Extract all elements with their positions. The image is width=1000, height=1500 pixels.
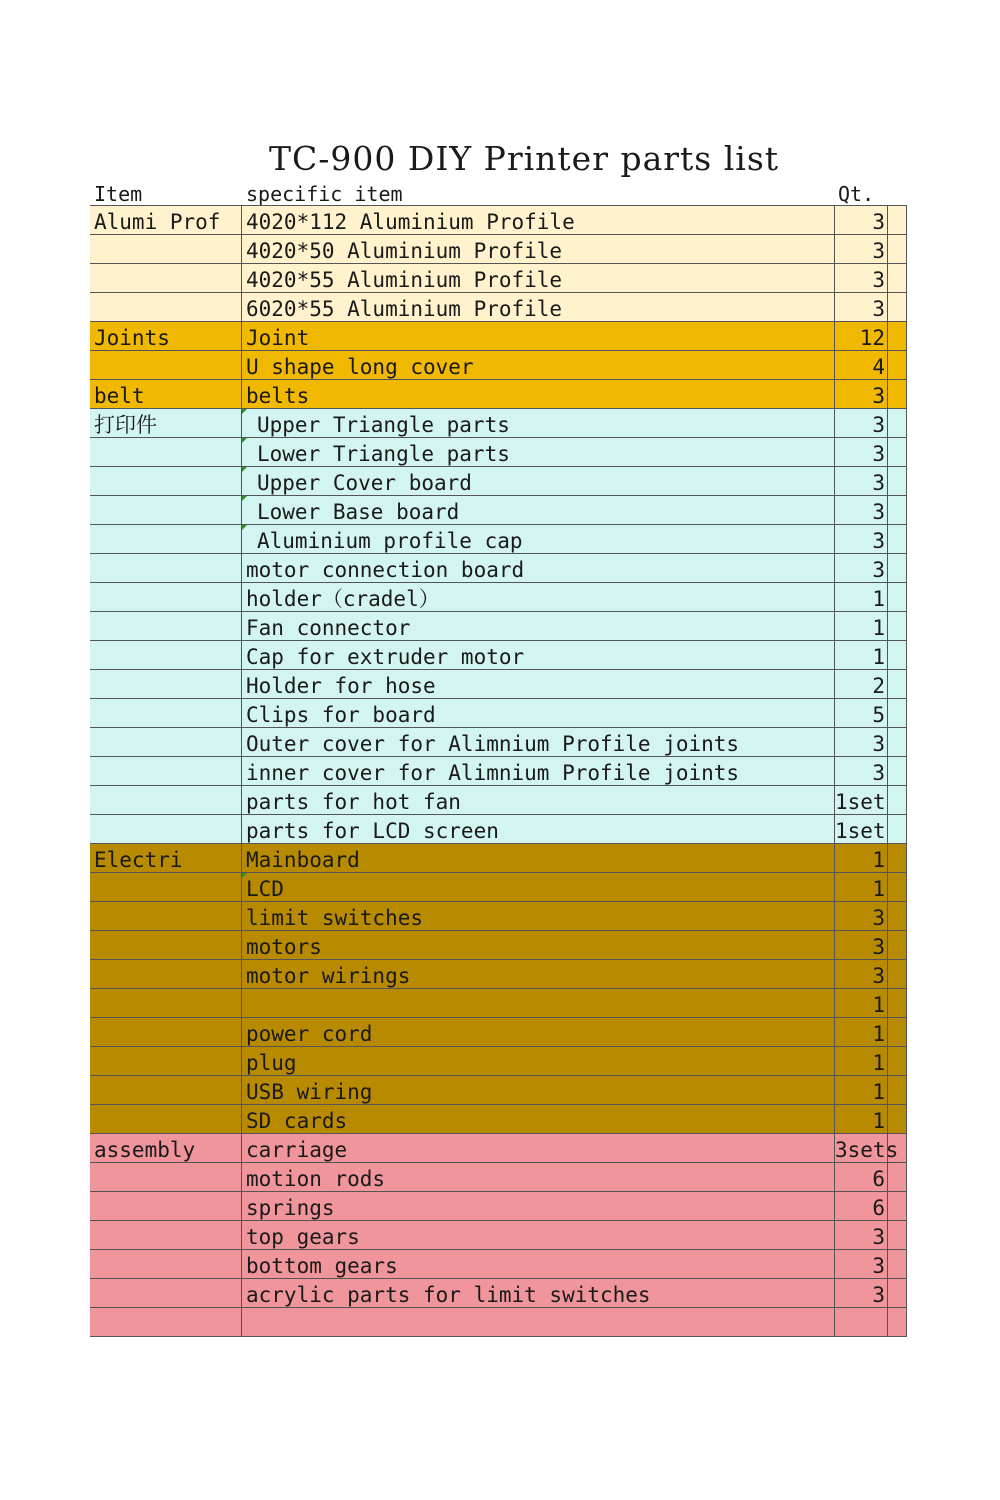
quantity-cell[interactable]: 3 xyxy=(835,757,888,785)
empty-cell[interactable] xyxy=(888,525,907,553)
item-cell[interactable]: Upper Triangle parts xyxy=(242,409,835,437)
category-cell[interactable] xyxy=(90,728,242,756)
category-cell[interactable] xyxy=(90,786,242,814)
quantity-cell[interactable]: 3 xyxy=(835,1221,888,1249)
table-row xyxy=(90,1047,907,1076)
item-cell[interactable]: Clips for board xyxy=(242,699,835,727)
quantity-cell[interactable]: 1set xyxy=(835,786,888,814)
item-cell[interactable]: power cord xyxy=(242,1018,835,1046)
category-cell[interactable] xyxy=(90,1279,242,1307)
empty-cell[interactable] xyxy=(888,815,907,843)
category-cell[interactable] xyxy=(90,1105,242,1133)
item-cell[interactable]: USB wiring xyxy=(242,1076,835,1104)
item-cell[interactable]: plug xyxy=(242,1047,835,1075)
item-cell[interactable]: Mainboard xyxy=(242,844,835,872)
quantity-cell[interactable]: 3 xyxy=(835,264,888,292)
quantity-cell[interactable]: 3 xyxy=(835,438,888,466)
quantity-cell[interactable]: 3 xyxy=(835,235,888,263)
item-cell[interactable]: bottom gears xyxy=(242,1250,835,1278)
empty-cell[interactable] xyxy=(888,844,907,872)
item-cell[interactable]: Lower Triangle parts xyxy=(242,438,835,466)
table-row xyxy=(90,989,907,1018)
table-row xyxy=(90,380,907,409)
empty-cell[interactable] xyxy=(888,380,907,408)
header-item: Item xyxy=(94,182,143,206)
item-cell[interactable]: Cap for extruder motor xyxy=(242,641,835,669)
quantity-cell[interactable]: 3 xyxy=(835,554,888,582)
table-row xyxy=(90,467,907,496)
empty-cell[interactable] xyxy=(888,1308,907,1336)
item-cell[interactable]: acrylic parts for limit switches xyxy=(242,1279,835,1307)
item-cell[interactable]: Fan connector xyxy=(242,612,835,640)
item-cell[interactable] xyxy=(242,1308,835,1336)
quantity-cell[interactable]: 3 xyxy=(835,960,888,988)
empty-cell[interactable] xyxy=(888,612,907,640)
table-row xyxy=(90,293,907,322)
empty-cell[interactable] xyxy=(888,293,907,321)
quantity-cell[interactable]: 1 xyxy=(835,844,888,872)
table-row xyxy=(90,554,907,583)
quantity-cell[interactable]: 3 xyxy=(835,206,888,234)
item-cell[interactable]: Outer cover for Alimnium Profile joints xyxy=(242,728,835,756)
empty-cell[interactable] xyxy=(888,1047,907,1075)
empty-cell[interactable] xyxy=(888,670,907,698)
table-row xyxy=(90,1105,907,1134)
item-cell[interactable]: motors xyxy=(242,931,835,959)
quantity-cell[interactable]: 4 xyxy=(835,351,888,379)
empty-cell[interactable] xyxy=(888,1105,907,1133)
table-row xyxy=(90,409,907,438)
item-cell[interactable]: 4020*55 Aluminium Profile xyxy=(242,264,835,292)
table-row xyxy=(90,525,907,554)
item-cell[interactable]: parts for LCD screen xyxy=(242,815,835,843)
table-row xyxy=(90,670,907,699)
quantity-cell[interactable]: 3 xyxy=(835,496,888,524)
table-row xyxy=(90,699,907,728)
item-cell[interactable] xyxy=(242,989,835,1017)
item-cell[interactable]: carriage xyxy=(242,1134,835,1162)
quantity-cell[interactable]: 1 xyxy=(835,1105,888,1133)
table-row xyxy=(90,235,907,264)
category-cell[interactable]: Joints xyxy=(90,322,242,350)
quantity-cell[interactable]: 6 xyxy=(835,1192,888,1220)
quantity-cell[interactable]: 1 xyxy=(835,612,888,640)
quantity-cell[interactable] xyxy=(835,1308,888,1336)
quantity-cell[interactable]: 3 xyxy=(835,728,888,756)
empty-cell[interactable] xyxy=(888,989,907,1017)
item-cell[interactable]: motor connection board xyxy=(242,554,835,582)
parts-table xyxy=(90,205,907,1337)
category-cell[interactable]: Electri xyxy=(90,844,242,872)
empty-cell[interactable] xyxy=(888,1018,907,1046)
quantity-cell[interactable]: 3 xyxy=(835,467,888,495)
category-cell[interactable] xyxy=(90,699,242,727)
quantity-cell[interactable]: 3 xyxy=(835,931,888,959)
quantity-cell[interactable]: 3 xyxy=(835,1279,888,1307)
item-cell[interactable]: Upper Cover board xyxy=(242,467,835,495)
table-row xyxy=(90,206,907,235)
quantity-cell[interactable]: 12 xyxy=(835,322,888,350)
table-row xyxy=(90,583,907,612)
quantity-cell[interactable]: 1 xyxy=(835,641,888,669)
empty-cell[interactable] xyxy=(888,351,907,379)
empty-cell[interactable] xyxy=(888,873,907,901)
quantity-cell[interactable]: 2 xyxy=(835,670,888,698)
table-row xyxy=(90,351,907,380)
table-row xyxy=(90,1279,907,1308)
empty-cell[interactable] xyxy=(888,902,907,930)
quantity-cell[interactable]: 3 xyxy=(835,409,888,437)
item-cell[interactable]: belts xyxy=(242,380,835,408)
table-row xyxy=(90,757,907,786)
empty-cell[interactable] xyxy=(888,931,907,959)
table-row xyxy=(90,728,907,757)
category-cell[interactable] xyxy=(90,641,242,669)
empty-cell[interactable] xyxy=(888,264,907,292)
table-row xyxy=(90,1250,907,1279)
table-row xyxy=(90,1134,907,1163)
item-cell[interactable]: 6020*55 Aluminium Profile xyxy=(242,293,835,321)
empty-cell[interactable] xyxy=(888,206,907,234)
table-row xyxy=(90,264,907,293)
table-row xyxy=(90,931,907,960)
empty-cell[interactable] xyxy=(888,1279,907,1307)
category-cell[interactable] xyxy=(90,1221,242,1249)
table-row xyxy=(90,641,907,670)
table-row xyxy=(90,496,907,525)
empty-cell[interactable] xyxy=(888,1250,907,1278)
category-cell[interactable]: 打印件 xyxy=(90,409,242,437)
item-cell[interactable]: inner cover for Alimnium Profile joints xyxy=(242,757,835,785)
category-cell[interactable] xyxy=(90,960,242,988)
quantity-cell[interactable]: 5 xyxy=(835,699,888,727)
item-cell[interactable]: LCD xyxy=(242,873,835,901)
table-row xyxy=(90,1308,907,1337)
category-cell[interactable]: assembly xyxy=(90,1134,242,1162)
quantity-cell[interactable]: 3 xyxy=(835,1250,888,1278)
empty-cell[interactable] xyxy=(888,757,907,785)
empty-cell[interactable] xyxy=(888,554,907,582)
item-cell[interactable]: Holder for hose xyxy=(242,670,835,698)
category-cell[interactable]: belt xyxy=(90,380,242,408)
item-cell[interactable]: motion rods xyxy=(242,1163,835,1191)
item-cell[interactable]: 4020*112 Aluminium Profile xyxy=(242,206,835,234)
quantity-cell[interactable]: 1 xyxy=(835,989,888,1017)
category-cell[interactable]: Alumi Prof xyxy=(90,206,242,234)
quantity-cell[interactable]: 6 xyxy=(835,1163,888,1191)
category-cell[interactable] xyxy=(90,757,242,785)
quantity-cell[interactable]: 1 xyxy=(835,1076,888,1104)
quantity-cell[interactable]: 3 xyxy=(835,293,888,321)
item-cell[interactable]: springs xyxy=(242,1192,835,1220)
item-cell[interactable]: holder（cradel） xyxy=(242,583,835,611)
table-row xyxy=(90,960,907,989)
quantity-cell[interactable]: 3sets xyxy=(835,1134,888,1162)
category-cell[interactable] xyxy=(90,438,242,466)
table-row xyxy=(90,438,907,467)
empty-cell[interactable] xyxy=(888,583,907,611)
header-specific-item: specific item xyxy=(246,182,403,206)
item-cell[interactable]: parts for hot fan xyxy=(242,786,835,814)
table-row xyxy=(90,873,907,902)
item-cell[interactable]: 4020*50 Aluminium Profile xyxy=(242,235,835,263)
empty-cell[interactable] xyxy=(888,641,907,669)
category-cell[interactable] xyxy=(90,235,242,263)
item-cell[interactable]: limit switches xyxy=(242,902,835,930)
table-row xyxy=(90,1221,907,1250)
table-row xyxy=(90,815,907,844)
category-cell[interactable] xyxy=(90,467,242,495)
category-cell[interactable] xyxy=(90,525,242,553)
column-header-row xyxy=(90,180,910,206)
category-cell[interactable] xyxy=(90,815,242,843)
table-row xyxy=(90,322,907,351)
empty-cell[interactable] xyxy=(888,496,907,524)
category-cell[interactable] xyxy=(90,583,242,611)
category-cell[interactable] xyxy=(90,351,242,379)
empty-cell[interactable] xyxy=(888,960,907,988)
quantity-cell[interactable]: 1set xyxy=(835,815,888,843)
table-row xyxy=(90,1076,907,1105)
quantity-cell[interactable]: 1 xyxy=(835,583,888,611)
empty-cell[interactable] xyxy=(888,728,907,756)
category-cell[interactable] xyxy=(90,554,242,582)
category-cell[interactable] xyxy=(90,670,242,698)
category-cell[interactable] xyxy=(90,989,242,1017)
category-cell[interactable] xyxy=(90,293,242,321)
item-cell[interactable]: top gears xyxy=(242,1221,835,1249)
table-row xyxy=(90,1163,907,1192)
category-cell[interactable] xyxy=(90,1076,242,1104)
category-cell[interactable] xyxy=(90,496,242,524)
item-cell[interactable]: Aluminium profile cap xyxy=(242,525,835,553)
empty-cell[interactable] xyxy=(888,1076,907,1104)
category-cell[interactable] xyxy=(90,1250,242,1278)
table-row xyxy=(90,902,907,931)
category-cell[interactable] xyxy=(90,1192,242,1220)
table-row xyxy=(90,612,907,641)
item-cell[interactable]: Joint xyxy=(242,322,835,350)
quantity-cell[interactable]: 1 xyxy=(835,1018,888,1046)
category-cell[interactable] xyxy=(90,1018,242,1046)
category-cell[interactable] xyxy=(90,873,242,901)
table-row xyxy=(90,1018,907,1047)
empty-cell[interactable] xyxy=(888,467,907,495)
category-cell[interactable] xyxy=(90,264,242,292)
page-title: TC-900 DIY Printer parts list xyxy=(268,139,780,178)
empty-cell[interactable] xyxy=(888,786,907,814)
item-cell[interactable]: SD cards xyxy=(242,1105,835,1133)
empty-cell[interactable] xyxy=(888,1134,907,1162)
table-row xyxy=(90,786,907,815)
item-cell[interactable]: motor wirings xyxy=(242,960,835,988)
category-cell[interactable] xyxy=(90,1163,242,1191)
empty-cell[interactable] xyxy=(888,409,907,437)
empty-cell[interactable] xyxy=(888,1192,907,1220)
empty-cell[interactable] xyxy=(888,1163,907,1191)
category-cell[interactable] xyxy=(90,931,242,959)
item-cell[interactable]: U shape long cover xyxy=(242,351,835,379)
quantity-cell[interactable]: 1 xyxy=(835,1047,888,1075)
empty-cell[interactable] xyxy=(888,322,907,350)
quantity-cell[interactable]: 3 xyxy=(835,380,888,408)
empty-cell[interactable] xyxy=(888,235,907,263)
category-cell[interactable] xyxy=(90,902,242,930)
category-cell[interactable] xyxy=(90,612,242,640)
table-row xyxy=(90,1192,907,1221)
empty-cell[interactable] xyxy=(888,699,907,727)
header-quantity: Qt. xyxy=(838,182,875,206)
empty-cell[interactable] xyxy=(888,1221,907,1249)
quantity-cell[interactable]: 3 xyxy=(835,902,888,930)
category-cell[interactable] xyxy=(90,1308,242,1336)
item-cell[interactable]: Lower Base board xyxy=(242,496,835,524)
empty-cell[interactable] xyxy=(888,438,907,466)
quantity-cell[interactable]: 1 xyxy=(835,873,888,901)
table-row xyxy=(90,844,907,873)
quantity-cell[interactable]: 3 xyxy=(835,525,888,553)
category-cell[interactable] xyxy=(90,1047,242,1075)
